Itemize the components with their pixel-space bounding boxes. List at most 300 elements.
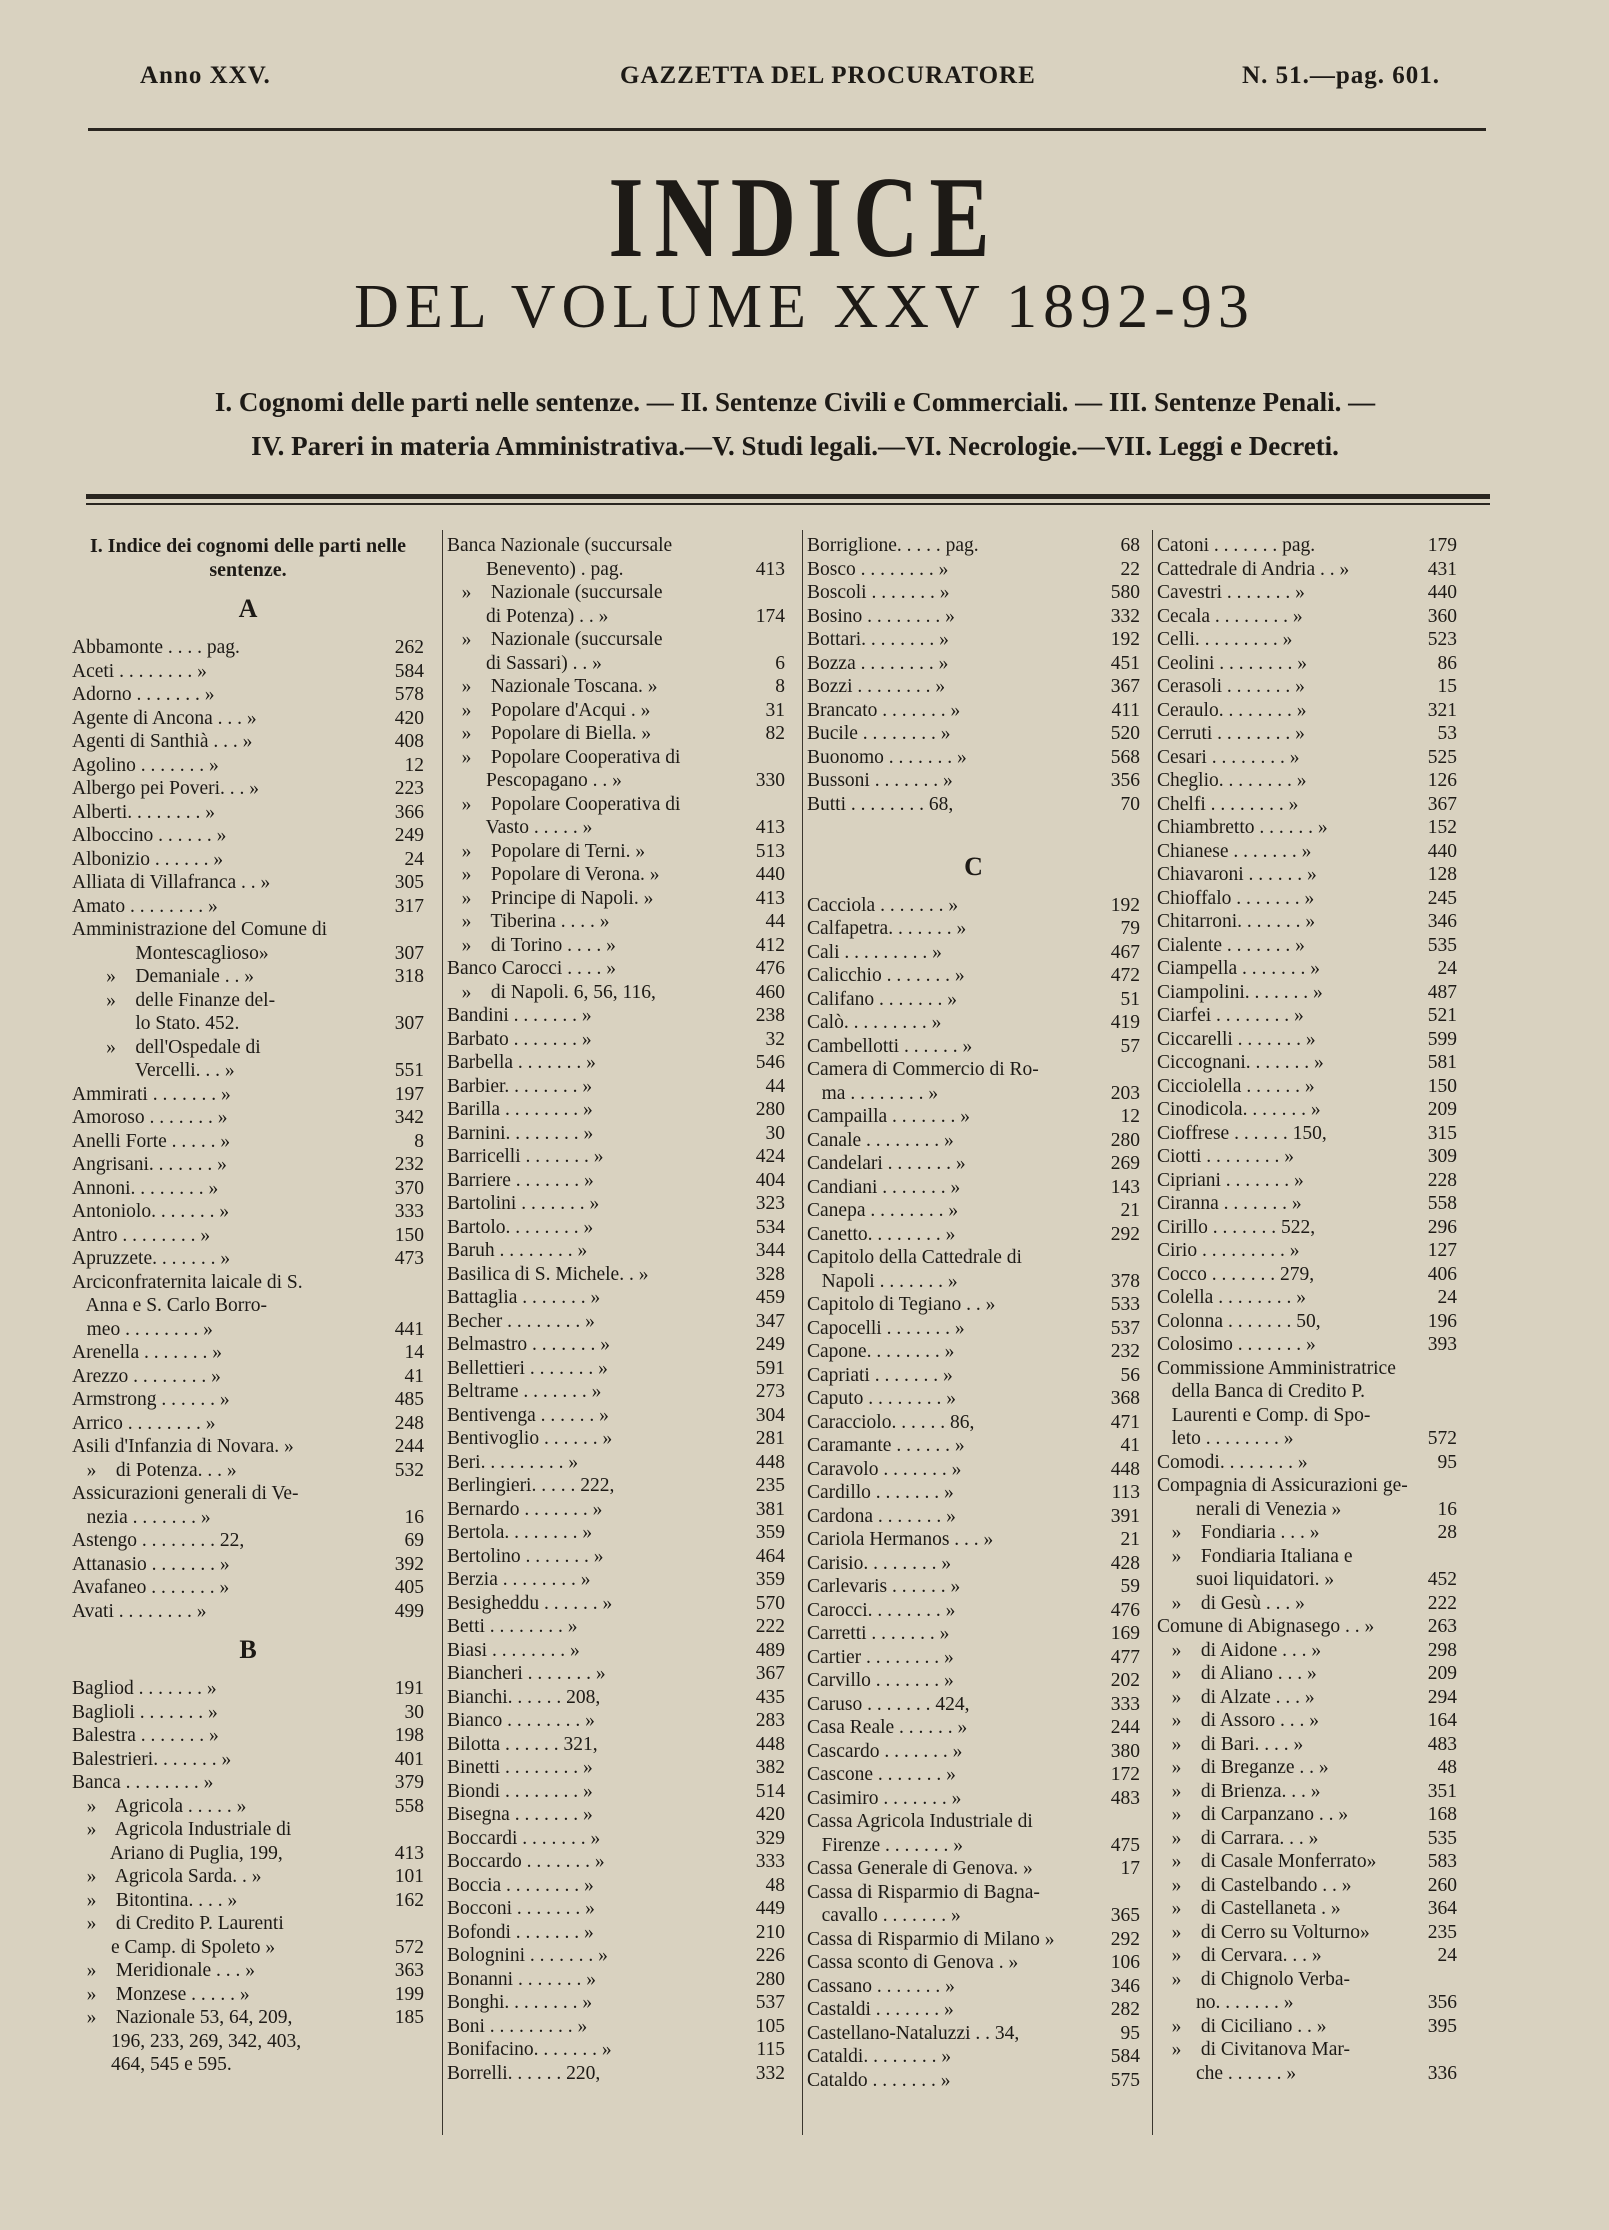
index-entry (807, 1387, 1140, 1411)
entry-name: Bonifacino. . . . . . . » (447, 2039, 612, 2060)
page-title: INDICE (608, 154, 1001, 282)
entry-page-ref: 82 (765, 723, 785, 744)
sections-summary (100, 380, 1490, 468)
index-entry (807, 2045, 1140, 2069)
entry-page-ref: 164 (1427, 1710, 1457, 1731)
entry-page-ref: 513 (755, 840, 785, 862)
index-entry (72, 1435, 424, 1459)
entry-name: Bentivoglio . . . . . . » (447, 1428, 613, 1449)
entry-name: Ariano di Puglia, 199, (72, 1842, 283, 1864)
index-entry (447, 1357, 785, 1381)
entry-name: Bofondi . . . . . . . » (447, 1921, 594, 1943)
index-column-1 (72, 534, 424, 2077)
index-entry (1157, 652, 1457, 676)
entry-page-ref: 435 (755, 1686, 785, 1708)
entry-page-ref: 209 (1427, 1099, 1457, 1120)
index-entry (1157, 1310, 1457, 1334)
entry-page-ref: 209 (1427, 1663, 1457, 1684)
entry-name: Antro . . . . . . . . » (72, 1224, 211, 1246)
index-entry (1157, 1780, 1457, 1804)
entry-name: Cali . . . . . . . . . » (807, 941, 942, 963)
index-entry (807, 1176, 1140, 1200)
entry-name: Carisio. . . . . . . . » (807, 1552, 952, 1574)
index-entry (807, 917, 1140, 941)
index-entry (72, 1795, 424, 1819)
entry-page-ref: 406 (1427, 1263, 1457, 1285)
entry-name: leto . . . . . . . . » (1157, 1428, 1294, 1449)
entry-name: Benevento) . pag. (447, 558, 624, 580)
index-entry (447, 1145, 785, 1169)
entry-name: Cascone . . . . . . . » (807, 1764, 956, 1785)
index-entry (807, 722, 1140, 746)
entry-page-ref: 428 (1110, 1552, 1140, 1574)
index-column-3 (807, 534, 1140, 2092)
entry-page-ref: 249 (755, 1334, 785, 1355)
entry-name: » di Ciciliano . . » (1157, 2015, 1327, 2037)
index-entry (72, 1936, 424, 1960)
index-entry (1157, 1498, 1457, 1522)
index-entry (72, 1059, 424, 1083)
index-entry (807, 1223, 1140, 1247)
entry-name: Bolognini . . . . . . . » (447, 1945, 608, 1966)
index-entry (1157, 534, 1457, 558)
index-entry (807, 652, 1140, 676)
entry-name: Arezzo . . . . . . . . » (72, 1365, 221, 1387)
entry-page-ref: 333 (755, 1851, 785, 1872)
index-entry (1157, 1286, 1457, 1310)
entry-name: Barnini. . . . . . . . » (447, 1122, 594, 1144)
index-entry (447, 1122, 785, 1146)
entry-name: Carlevaris . . . . . . » (807, 1576, 961, 1597)
entry-page-ref: 248 (394, 1412, 424, 1434)
index-entry (447, 887, 785, 911)
entry-name: » di Bari. . . . » (1157, 1733, 1304, 1755)
index-entry (447, 1075, 785, 1099)
entry-name: Battaglia . . . . . . . » (447, 1287, 601, 1308)
index-entry (807, 675, 1140, 699)
index-entry (807, 1669, 1140, 1693)
index-entry (1157, 1098, 1457, 1122)
entry-name: Barilla . . . . . . . . » (447, 1099, 593, 1120)
entry-page-ref: 24 (1437, 1287, 1457, 1308)
index-entry (807, 1787, 1140, 1811)
entry-name: » Popolare Cooperativa di (447, 746, 681, 768)
index-entry (1157, 1686, 1457, 1710)
entry-page-ref: 281 (755, 1428, 785, 1449)
entry-name: Canepa . . . . . . . . » (807, 1200, 959, 1221)
entry-page-ref: 381 (755, 1498, 785, 1520)
entry-page-ref: 260 (1427, 1874, 1457, 1896)
entry-name: Becher . . . . . . . . » (447, 1310, 595, 1332)
index-entry (447, 1686, 785, 1710)
entry-name: Alberti. . . . . . . . » (72, 801, 215, 823)
index-entry (1157, 2038, 1457, 2062)
entry-page-ref: 79 (1120, 918, 1140, 939)
entry-name: Bocconi . . . . . . . » (447, 1898, 595, 1919)
index-entry (807, 2022, 1140, 2046)
entry-page-ref: 86 (1437, 652, 1457, 674)
entry-page-ref: 292 (1110, 1928, 1140, 1950)
entry-page-ref: 449 (755, 1898, 785, 1919)
entry-name: Buonomo . . . . . . . » (807, 746, 967, 768)
index-entry (807, 628, 1140, 652)
index-entry (447, 1615, 785, 1639)
entry-name: » di Breganze . . » (1157, 1757, 1329, 1778)
index-entry (807, 1481, 1140, 1505)
index-entry (72, 848, 424, 872)
letter-heading: C (964, 851, 983, 881)
entry-page-ref: 196 (1427, 1310, 1457, 1332)
index-entry (72, 1459, 424, 1483)
index-entry (72, 1294, 424, 1318)
entry-name: Cirio . . . . . . . . . » (1157, 1240, 1300, 1261)
entry-page-ref: 473 (394, 1248, 424, 1269)
entry-name: » di Cerro su Volturno» (1157, 1921, 1370, 1943)
index-entry (1157, 1380, 1457, 1404)
entry-page-ref: 245 (1427, 887, 1457, 909)
entry-page-ref: 464 (755, 1545, 785, 1567)
entry-page-ref: 451 (1110, 652, 1140, 674)
index-entry (72, 1600, 424, 1624)
entry-page-ref: 332 (755, 2062, 785, 2084)
entry-page-ref: 533 (1110, 1294, 1140, 1315)
entry-page-ref: 309 (1427, 1146, 1457, 1167)
entry-page-ref: 106 (1110, 1952, 1140, 1973)
index-entry (807, 1552, 1140, 1576)
entry-name: Caruso . . . . . . . 424, (807, 1693, 970, 1715)
entry-page-ref: 210 (755, 1921, 785, 1943)
entry-name: Bosco . . . . . . . . » (807, 558, 949, 580)
entry-name: Cassa Generale di Genova. » (807, 1858, 1033, 1879)
entry-page-ref: 32 (765, 1028, 785, 1050)
entry-page-ref: 172 (1110, 1764, 1140, 1785)
index-entry (447, 652, 785, 676)
entry-page-ref: 413 (755, 558, 785, 580)
entry-name: Bandini . . . . . . . » (447, 1005, 592, 1026)
index-entry (447, 1427, 785, 1451)
index-entry (447, 957, 785, 981)
index-entry (807, 1528, 1140, 1552)
entry-name: Comodi. . . . . . . . » (1157, 1451, 1308, 1473)
entry-name: Cerruti . . . . . . . . » (1157, 723, 1305, 744)
index-entry (807, 1035, 1140, 1059)
entry-page-ref: 534 (755, 1216, 785, 1238)
index-entry (807, 1599, 1140, 1623)
entry-page-ref: 551 (394, 1060, 424, 1081)
entry-page-ref: 558 (394, 1795, 424, 1817)
index-entry (807, 793, 1140, 817)
entry-page-ref: 379 (394, 1772, 424, 1793)
index-entry (72, 1012, 424, 1036)
entry-page-ref: 363 (394, 1960, 424, 1981)
entry-name: che . . . . . . » (1157, 2062, 1297, 2084)
index-entry (447, 1286, 785, 1310)
entry-name: Adorno . . . . . . . » (72, 684, 215, 705)
index-entry (72, 1959, 424, 1983)
entry-page-ref: 483 (1427, 1733, 1457, 1755)
entry-page-ref: 578 (394, 684, 424, 705)
entry-page-ref: 199 (394, 1983, 424, 2005)
index-entry (447, 605, 785, 629)
index-entry (72, 2006, 424, 2030)
entry-name: Ciampolini. . . . . . . » (1157, 981, 1323, 1003)
index-entry (72, 2053, 424, 2077)
entry-page-ref: 448 (755, 1733, 785, 1755)
index-entry (447, 1662, 785, 1686)
entry-page-ref: 581 (1427, 1052, 1457, 1073)
entry-name: Chelfi . . . . . . . . » (1157, 793, 1299, 815)
index-entry (1157, 1568, 1457, 1592)
index-entry (447, 2038, 785, 2062)
entry-name: » delle Finanze del- (72, 989, 276, 1011)
entry-page-ref: 413 (394, 1842, 424, 1864)
index-entry (447, 1404, 785, 1428)
entry-name: Bentivenga . . . . . . » (447, 1404, 609, 1426)
index-entry (1157, 1827, 1457, 1851)
index-entry (807, 1364, 1140, 1388)
entry-name: » di Credito P. Laurenti (72, 1913, 284, 1934)
entry-page-ref: 113 (1111, 1482, 1140, 1503)
entry-page-ref: 12 (1120, 1106, 1140, 1127)
entry-name: Arrico . . . . . . . . » (72, 1412, 216, 1434)
entry-name: » di Gesù . . . » (1157, 1592, 1305, 1614)
index-entry (447, 840, 785, 864)
entry-name: Casa Reale . . . . . . » (807, 1717, 968, 1738)
entry-name: Chiambretto . . . . . . » (1157, 817, 1328, 838)
entry-page-ref: 179 (1427, 535, 1457, 556)
index-entry (807, 1575, 1140, 1599)
index-entry (807, 1975, 1140, 1999)
entry-name: Cacciola . . . . . . . » (807, 894, 959, 916)
index-entry (1157, 934, 1457, 958)
index-entry (447, 1991, 785, 2015)
entry-name: Camera di Commercio di Ro- (807, 1059, 1039, 1080)
index-column-2 (447, 534, 785, 2085)
entry-name: Boccia . . . . . . . . » (447, 1874, 594, 1896)
index-entry (72, 1153, 424, 1177)
entry-name: Casimiro . . . . . . . » (807, 1787, 962, 1809)
index-entry (447, 534, 785, 558)
entry-name: Borriglione. . . . . pag. (807, 535, 979, 556)
entry-name: Chianese . . . . . . . » (1157, 840, 1312, 862)
index-entry (807, 1693, 1140, 1717)
index-entry (72, 871, 424, 895)
entry-name: Berlingieri. . . . . 222, (447, 1475, 615, 1496)
entry-page-ref: 17 (1120, 1858, 1140, 1879)
entry-name: Carvillo . . . . . . . » (807, 1670, 954, 1691)
entry-name: Bottari. . . . . . . . » (807, 629, 949, 650)
entry-name: Celli. . . . . . . . . » (1157, 629, 1293, 650)
entry-name: Belmastro . . . . . . . » (447, 1334, 611, 1355)
entry-page-ref: 318 (394, 966, 424, 987)
entry-name: Alboccino . . . . . . » (72, 825, 227, 846)
entry-name: Bozzi . . . . . . . . » (807, 676, 946, 697)
entry-page-ref: 441 (394, 1318, 424, 1340)
entry-name: no. . . . . . . » (1157, 1992, 1294, 2013)
entry-name: Cassa sconto di Genova . » (807, 1952, 1019, 1973)
entry-page-ref: 476 (1110, 1599, 1140, 1621)
index-entry (1157, 1122, 1457, 1146)
entry-name: Cattedrale di Andria . . » (1157, 558, 1350, 580)
index-entry (447, 1827, 785, 1851)
index-entry (807, 605, 1140, 629)
entry-page-ref: 413 (755, 887, 785, 909)
entry-name: Banca Nazionale (succursale (447, 535, 673, 556)
entry-name: Cascardo . . . . . . . » (807, 1740, 963, 1762)
entry-page-ref: 346 (1427, 911, 1457, 932)
entry-page-ref: 537 (1110, 1317, 1140, 1339)
entry-name: » di Carpanzano . . » (1157, 1804, 1349, 1825)
entry-page-ref: 44 (765, 1075, 785, 1097)
index-entry (1157, 1733, 1457, 1757)
entry-page-ref: 69 (404, 1530, 424, 1551)
index-entry (447, 793, 785, 817)
index-entry (447, 1592, 785, 1616)
index-entry (72, 754, 424, 778)
entry-name: Capitolo di Tegiano . . » (807, 1294, 996, 1315)
entry-page-ref: 31 (765, 699, 785, 721)
index-entry (72, 1318, 424, 1342)
entry-page-ref: 346 (1110, 1975, 1140, 1997)
entry-name: Cassa di Risparmio di Bagna- (807, 1881, 1040, 1903)
entry-name: Bartolo. . . . . . . . » (447, 1216, 594, 1238)
index-entry (807, 894, 1140, 918)
entry-name: Cerasoli . . . . . . . » (1157, 676, 1305, 697)
index-entry (447, 1239, 785, 1263)
entry-name: Borrelli. . . . . . 220, (447, 2062, 601, 2084)
index-entry (1157, 1874, 1457, 1898)
entry-page-ref: 298 (1427, 1639, 1457, 1661)
index-entry (72, 1506, 424, 1530)
entry-page-ref: 16 (404, 1506, 424, 1528)
index-entry (72, 942, 424, 966)
entry-page-ref: 520 (1110, 723, 1140, 744)
index-entry (807, 1058, 1140, 1082)
entry-name: Arenella . . . . . . . » (72, 1342, 223, 1363)
index-entry (72, 1818, 424, 1842)
index-entry (447, 1733, 785, 1757)
entry-page-ref: 401 (394, 1748, 424, 1770)
index-entry (447, 1709, 785, 1733)
index-entry (72, 1341, 424, 1365)
entry-page-ref: 424 (755, 1146, 785, 1167)
index-entry (447, 722, 785, 746)
entry-name: » Popolare di Terni. » (447, 840, 646, 862)
page-subtitle: DEL VOLUME XXV 1892-93 (354, 273, 1255, 341)
index-entry (72, 1177, 424, 1201)
index-entry (72, 1106, 424, 1130)
sections-line-2: IV. Pareri in materia Amministrativa.—V. Studi legali.—VI. Necrologie.—VII. Leggi e Decreti. (251, 431, 1339, 461)
entry-name: Balestra . . . . . . . » (72, 1725, 219, 1746)
entry-page-ref: 128 (1427, 864, 1457, 885)
entry-page-ref: 283 (755, 1710, 785, 1731)
entry-name: Colosimo . . . . . . . » (1157, 1334, 1316, 1355)
index-entry (447, 628, 785, 652)
entry-name: Bertolino . . . . . . . » (447, 1545, 604, 1567)
entry-page-ref: 321 (1427, 699, 1457, 721)
index-entry (72, 1553, 424, 1577)
entry-page-ref: 521 (1427, 1005, 1457, 1026)
index-entry (72, 1412, 424, 1436)
index-entry (72, 1271, 424, 1295)
index-entry (1157, 1991, 1457, 2015)
entry-name: Ciccognani. . . . . . . » (1157, 1052, 1324, 1073)
entry-name: Pescopagano . . » (447, 770, 622, 791)
entry-page-ref: 150 (1427, 1075, 1457, 1097)
entry-name: ma . . . . . . . . » (807, 1082, 939, 1104)
entry-page-ref: 477 (1110, 1646, 1140, 1668)
index-entry (447, 558, 785, 582)
index-entry (807, 581, 1140, 605)
entry-name: » di Aidone . . . » (1157, 1639, 1322, 1661)
entry-page-ref: 413 (755, 817, 785, 838)
entry-page-ref: 525 (1427, 746, 1457, 768)
entry-name: » di Cervara. . . » (1157, 1945, 1322, 1966)
index-entry (1157, 1756, 1457, 1780)
index-entry (1157, 957, 1457, 981)
entry-name: Bartolini . . . . . . . » (447, 1193, 600, 1214)
entry-name: » Tiberina . . . . » (447, 911, 610, 932)
index-entry (1157, 1427, 1457, 1451)
entry-name: Cirillo . . . . . . . 522, (1157, 1216, 1316, 1238)
entry-page-ref: 472 (1110, 965, 1140, 986)
entry-page-ref: 51 (1120, 988, 1140, 1010)
entry-name: Caravolo . . . . . . . » (807, 1458, 962, 1480)
index-entry (447, 1968, 785, 1992)
index-entry (1157, 887, 1457, 911)
index-entry (807, 1857, 1140, 1881)
entry-name: Avafaneo . . . . . . . » (72, 1577, 230, 1598)
entry-name: Bianchi. . . . . . 208, (447, 1686, 601, 1708)
header-journal-title: GAZZETTA DEL PROCURATORE (620, 62, 1036, 89)
entry-page-ref: 105 (755, 2015, 785, 2037)
entry-page-ref: 448 (755, 1451, 785, 1473)
entry-name: » Popolare Cooperativa di (447, 793, 681, 815)
index-entry (72, 965, 424, 989)
entry-name: » Bitontina. . . . » (72, 1889, 238, 1911)
entry-name: di Potenza) . . » (447, 605, 609, 627)
entry-name: Chioffalo . . . . . . . » (1157, 887, 1315, 909)
index-entry (447, 1498, 785, 1522)
entry-page-ref: 280 (755, 1968, 785, 1990)
entry-name: Assicurazioni generali di Ve- (72, 1483, 299, 1504)
index-entry (447, 2062, 785, 2086)
entry-page-ref: 471 (1110, 1411, 1140, 1433)
entry-page-ref: 431 (1427, 558, 1457, 580)
index-entry (72, 1200, 424, 1224)
entry-page-ref: 41 (404, 1365, 424, 1387)
entry-page-ref: 359 (755, 1522, 785, 1543)
index-entry (1157, 1850, 1457, 1874)
entry-page-ref: 420 (755, 1804, 785, 1825)
entry-name: Brancato . . . . . . . » (807, 699, 961, 721)
index-entry (72, 683, 424, 707)
entry-name: Banco Carocci . . . . » (447, 958, 616, 979)
entry-name: suoi liquidatori. » (1157, 1569, 1335, 1590)
entry-page-ref: 222 (1427, 1592, 1457, 1614)
entry-name: Ciotti . . . . . . . . » (1157, 1146, 1295, 1167)
entry-page-ref: 22 (1120, 558, 1140, 580)
entry-page-ref: 44 (765, 911, 785, 932)
entry-name: » di Castelbando . . » (1157, 1874, 1352, 1896)
entry-page-ref: 12 (404, 754, 424, 776)
entry-name: Cambellotti . . . . . . » (807, 1035, 973, 1057)
entry-name: Calicchio . . . . . . . » (807, 965, 965, 986)
entry-page-ref: 570 (755, 1592, 785, 1614)
entry-page-ref: 223 (394, 778, 424, 799)
entry-name: Balestrieri. . . . . . . » (72, 1748, 232, 1770)
entry-name: » Popolare di Biella. » (447, 723, 652, 744)
